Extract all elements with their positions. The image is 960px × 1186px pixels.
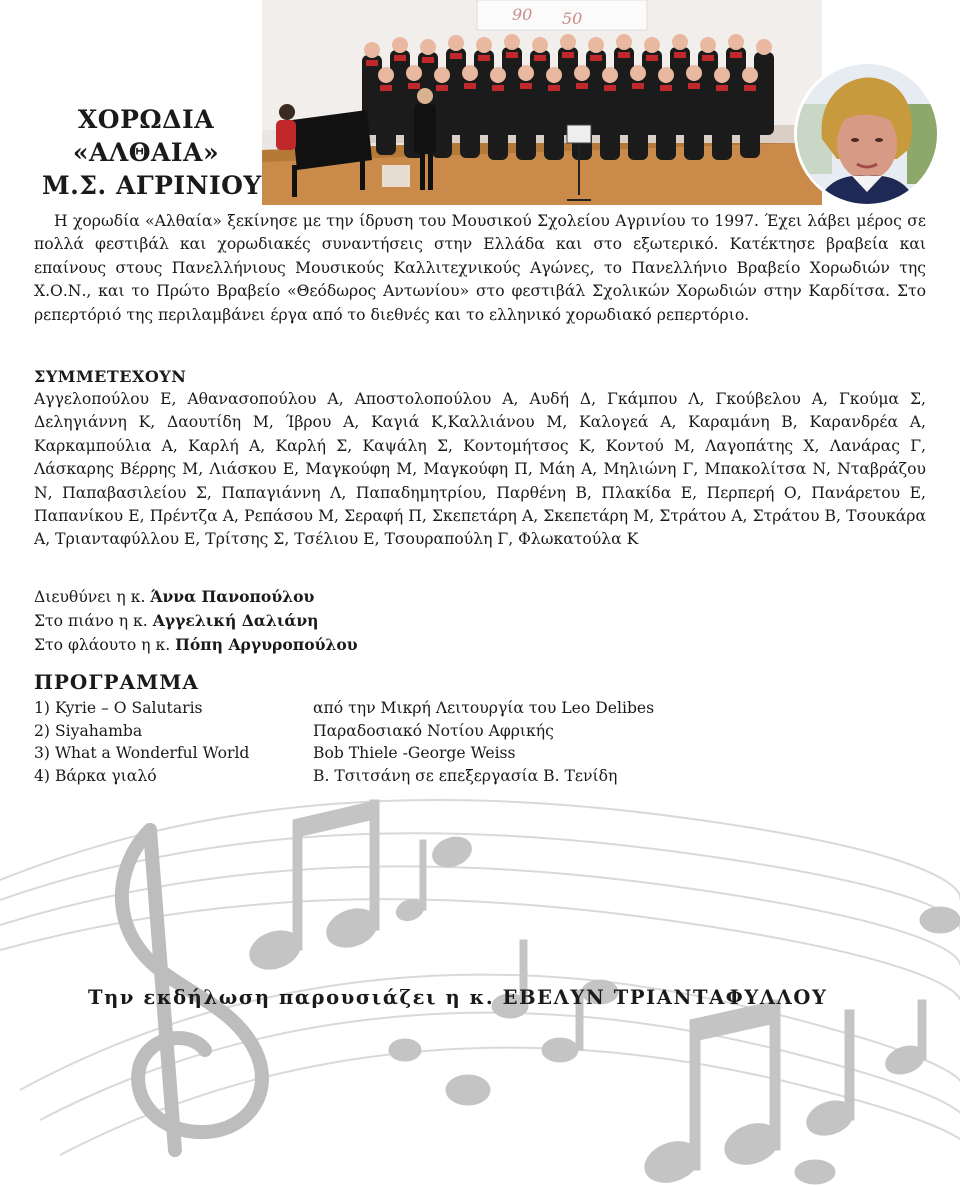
program-source: Β. Τσιτσάνη σε επεξεργασία Β. Τενίδη: [313, 766, 618, 785]
program-item: [34, 697, 794, 720]
choir-title-line-2: «ΑΛΘΑΙΑ»: [72, 138, 220, 167]
program-heading: ΠΡΟΓΡΑΜΜΑ: [34, 670, 199, 694]
program-piece: 3) What a Wonderful World: [34, 744, 250, 763]
participants-heading: ΣΥΜΜΕΤΕΧΟΥΝ: [34, 367, 187, 386]
credits: [34, 585, 734, 657]
program-item: [34, 720, 794, 743]
credit-conductor-role: Διευθύνει η κ.: [34, 588, 151, 606]
choir-photo: [262, 0, 822, 205]
program-piece: 1) Kyrie – O Salutaris: [34, 699, 203, 717]
program-list: [34, 697, 794, 787]
credit-flute-role: Στο φλάουτο η κ.: [34, 636, 176, 654]
presenter-line: Την εκδήλωση παρουσιάζει η κ. ΕΒΕΛΥΝ ΤΡΙΑΝΤΑΦΥΛΛΟΥ: [88, 986, 828, 1009]
credit-flute-name: Πόπη Αργυροπούλου: [175, 635, 358, 654]
choir-title-line-3: Μ.Σ. ΑΓΡΙΝΙΟΥ: [42, 171, 262, 200]
banner-text-1: 90: [512, 5, 533, 24]
program-source: Παραδοσιακό Νοτίου Αφρικής: [313, 721, 554, 740]
banner-text-2: 50: [562, 9, 583, 28]
credit-piano-name: Αγγελική Δαλιάνη: [152, 611, 319, 630]
program-item: [34, 765, 794, 788]
program-source: από την Μικρή Λειτουργία του Leo Delibes: [313, 699, 655, 717]
credit-piano-role: Στο πιάνο η κ.: [34, 612, 153, 630]
program-item: [34, 742, 794, 765]
credit-conductor-name: Άννα Πανοπούλου: [150, 587, 315, 606]
credit-conductor: [34, 585, 734, 609]
choir-title-line-1: ΧΟΡΩΔΙΑ: [77, 105, 215, 134]
program-source: Bob Thiele -George Weiss: [313, 744, 516, 763]
choir-title: [42, 103, 262, 202]
participants-list: Αγγελοπούλου Ε, Αθανασοπούλου Α, Αποστολοπούλου Α, Αυδή Δ, Γκάμπου Λ, Γκούβελου Α, Γκούμα Σ, Δεληγιάννη Κ, Δαουτίδη Μ, Ίβρου Α, Καγιά Κ,Καλλιάνου Μ, Καλογεά Α, Καραμάνη Β, Καρανδρέα Α, Καρκαμπούλια Α, Καρλή Α, Καρλή Σ, Καψάλη Σ, Κοντομήτσος Κ, Κοντού Μ, Λαγοπάτης Χ, Λανάρας Γ, Λάσκαρης Βέρρης Μ, Λιάσκου Ε, Μαγκούφη Μ, Μαγκούφη Π, Μάη Α, Μηλιώνη Γ, Μπακολίτσα Ν, Νταβράζου Ν, Παπαβασιλείου Σ, Παπαγιάννη Λ, Παπαδημητρίου, Παρθένη Β, Πλακίδα Ε, Περπερή Ο, Πανάρετου Ε, Παπανίκου Ε, Πρέντζα Α, Ρεπάσου Μ, Σεραφή Π, Σκεπετάρη Α, Σκεπετάρη Μ, Στράτου Α, Στράτου Β, Τσουκάρα Α, Τριανταφύλλου Ε, Τρίτσης Σ, Τσέλιου Ε, Τσουραπούλη Γ, Φλωκατούλα Κ: [34, 390, 926, 549]
credit-flute: [34, 633, 734, 657]
credit-piano: [34, 609, 734, 633]
program-piece: 4) Βάρκα γιαλό: [34, 766, 157, 785]
choir-description: Η χορωδία «Αλθαία» ξεκίνησε με την ίδρυση του Μουσικού Σχολείου Αγρινίου το 1997. Έχει λάβει μέρος σε πολλά φεστιβάλ και χορωδιακές συναντήσεις στην Ελλάδα και στο εξωτερικό. Κατέκτησε βραβεία και επαίνους στους Πανελλήνιους Μουσικούς Καλλιτεχνικούς Αγώνες, το Πανελλήνιο Βραβείο Χορωδιών της Χ.Ο.Ν., και το Πρώτο Βραβείο «Θεόδωρος Αντωνίου» στο φεστιβάλ Σχολικών Χορωδιών στην Καρδίτσα. Στο ρεπερτόριό της περιλαμβάνει έργα από το διεθνές και το ελληνικό χορωδιακό ρεπερτόριο.: [34, 212, 926, 324]
conductor-portrait: [797, 64, 937, 204]
program-piece: 2) Siyahamba: [34, 721, 143, 740]
music-notes-background: [0, 760, 960, 1186]
